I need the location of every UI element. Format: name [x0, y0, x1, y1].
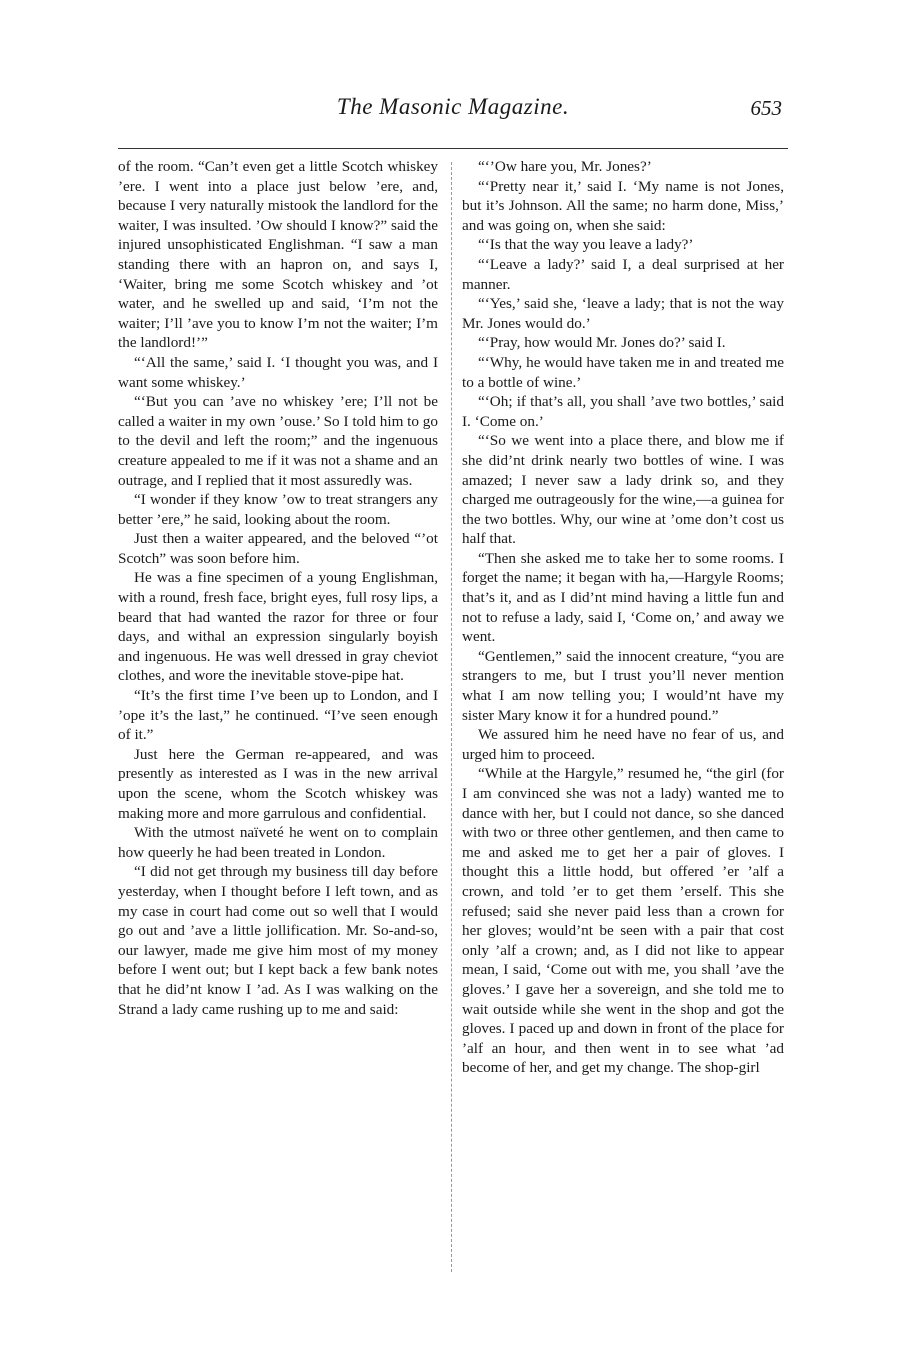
paragraph: “It’s the first time I’ve been up to London, and I ’ope it’s the last,” he continued. “I’ve seen enough of it.” [118, 687, 438, 744]
paragraph: of the room. “Can’t even get a little Scotch whiskey ’ere. I went into a place just below ’ere, and, because I very naturally mistook the landlord for the waiter, I was insulted. ’Ow should I know?” said the injured unsophisticated Englishman. “I saw a man standing there with an hapron on, and says I, ‘Waiter, bring me some Scotch whiskey and ’ot water, and he swelled up and said, ‘I’m not the waiter; I’ll ’ave you to know I’m not the waiter; I’m the landlord!’” [118, 158, 438, 352]
paragraph: “‘All the same,’ said I. ‘I thought you was, and I want some whiskey.’ [118, 353, 438, 391]
paragraph: “While at the Hargyle,” resumed he, “the girl (for I am convinced she was not a lady) wanted me to dance with her, but I could not dance, so she danced with two or three other gentlemen, and then came to me and asked me to get her a pair of gloves. I thought this a little hodd, but offered ’er ’alf a crown, and told ’er to get them ’erself. This she refused; said she never paid less than a crown for her gloves; would’nt be seen with a pair that cost only ’alf a crown; and, as I did not like to appear mean, I said, ‘Come out with me, you shall ’ave the gloves.’ I gave her a sovereign, and she told me to wait outside while she went in the shop and got the gloves. I paced up and down in front of the place for ’alf an hour, and then went in to see what ’ad become of her, and get my change. The shop-girl [462, 765, 784, 1077]
page-header [118, 94, 788, 134]
running-title: The Masonic Magazine. [336, 94, 570, 119]
header-rule [118, 148, 788, 149]
paragraph: “‘Pray, how would Mr. Jones do?’ said I. [478, 334, 726, 352]
right-column [462, 157, 784, 1078]
left-column [118, 157, 438, 1019]
paragraph: “‘Oh; if that’s all, you shall ’ave two bottles,’ said I. ‘Come on.’ [462, 393, 784, 430]
paragraph: “Then she asked me to take her to some rooms. I forget the name; it began with ha,—Hargyle Rooms; that’s it, and as I did’nt mind having a little fun and not to refuse a lady, said I, ‘Come on,’ and away we went. [462, 549, 784, 646]
paragraph: “‘Yes,’ said she, ‘leave a lady; that is not the way Mr. Jones would do.’ [462, 295, 784, 332]
paragraph: “‘’Ow hare you, Mr. Jones?’ [478, 158, 652, 175]
paragraph: “‘Leave a lady?’ said I, a deal surprised at her manner. [462, 255, 784, 293]
paragraph: “‘Pretty near it,’ said I. ‘My name is not Jones, but it’s Johnson. All the same; no harm done, Miss,’ and was going on, when she said: [462, 177, 784, 234]
paragraph: He was a fine specimen of a young Englishman, with a round, fresh face, bright eyes, full rosy lips, a beard that had wanted the razor for three or four days, and withal an expression singularly boyish and ingenuous. He was well dressed in gray cheviot clothes, and wore the inevitable stove-pipe hat. [118, 569, 438, 685]
paragraph: “‘But you can ’ave no whiskey ’ere; I’ll not be called a waiter in my own ’ouse.’ So I told him to go to the devil and left the room;” and the ingenuous creature appealed to me if it was not a shame and an outrage, and I replied that it most assuredly was. [118, 393, 438, 489]
paragraph: “‘So we went into a place there, and blow me if she did’nt drink nearly two bottles of wine. I was amazed; I never saw a lady drink so, and they charged me outrageously for the wine,—a guinea for the two bottles. Why, our wine at ’ome don’t cost us half that. [462, 432, 784, 548]
paragraph: “‘Is that the way you leave a lady?’ [478, 236, 694, 254]
paragraph: With the utmost naïveté he went on to complain how queerly he had been treated in London. [118, 824, 438, 861]
paragraph: “I did not get through my business till day before yesterday, when I thought before I left town, and as my case in court had come out so well that I would go out and ’ave a little jollification. Mr. So-and-so, our lawyer, made me give him most of my money before I went out; but I kept back a few bank notes that he did’nt know I ’ad. As I was walking on the Strand a lady came rushing up to me and said: [118, 863, 438, 1018]
column-divider [451, 162, 452, 1272]
paragraph: “‘Why, he would have taken me in and treated me to a bottle of wine.’ [462, 353, 784, 391]
paragraph: Just then a waiter appeared, and the beloved “’ot Scotch” was soon before him. [118, 530, 438, 567]
page-number: 653 [750, 96, 782, 120]
paragraph: Just here the German re-appeared, and was presently as interested as I was in the new arrival upon the scene, whom the Scotch whiskey was making more and more garrulous and confidential. [118, 745, 438, 822]
paragraph: We assured him he need have no fear of us, and urged him to proceed. [462, 726, 784, 763]
paragraph: “Gentlemen,” said the innocent creature, “you are strangers to me, but I trust you’ll never mention what I am now telling you; I would’nt have my sister Mary know it for a hundred pound.” [462, 647, 784, 724]
paragraph: “I wonder if they know ’ow to treat strangers any better ’ere,” he said, looking about the room. [118, 491, 438, 528]
